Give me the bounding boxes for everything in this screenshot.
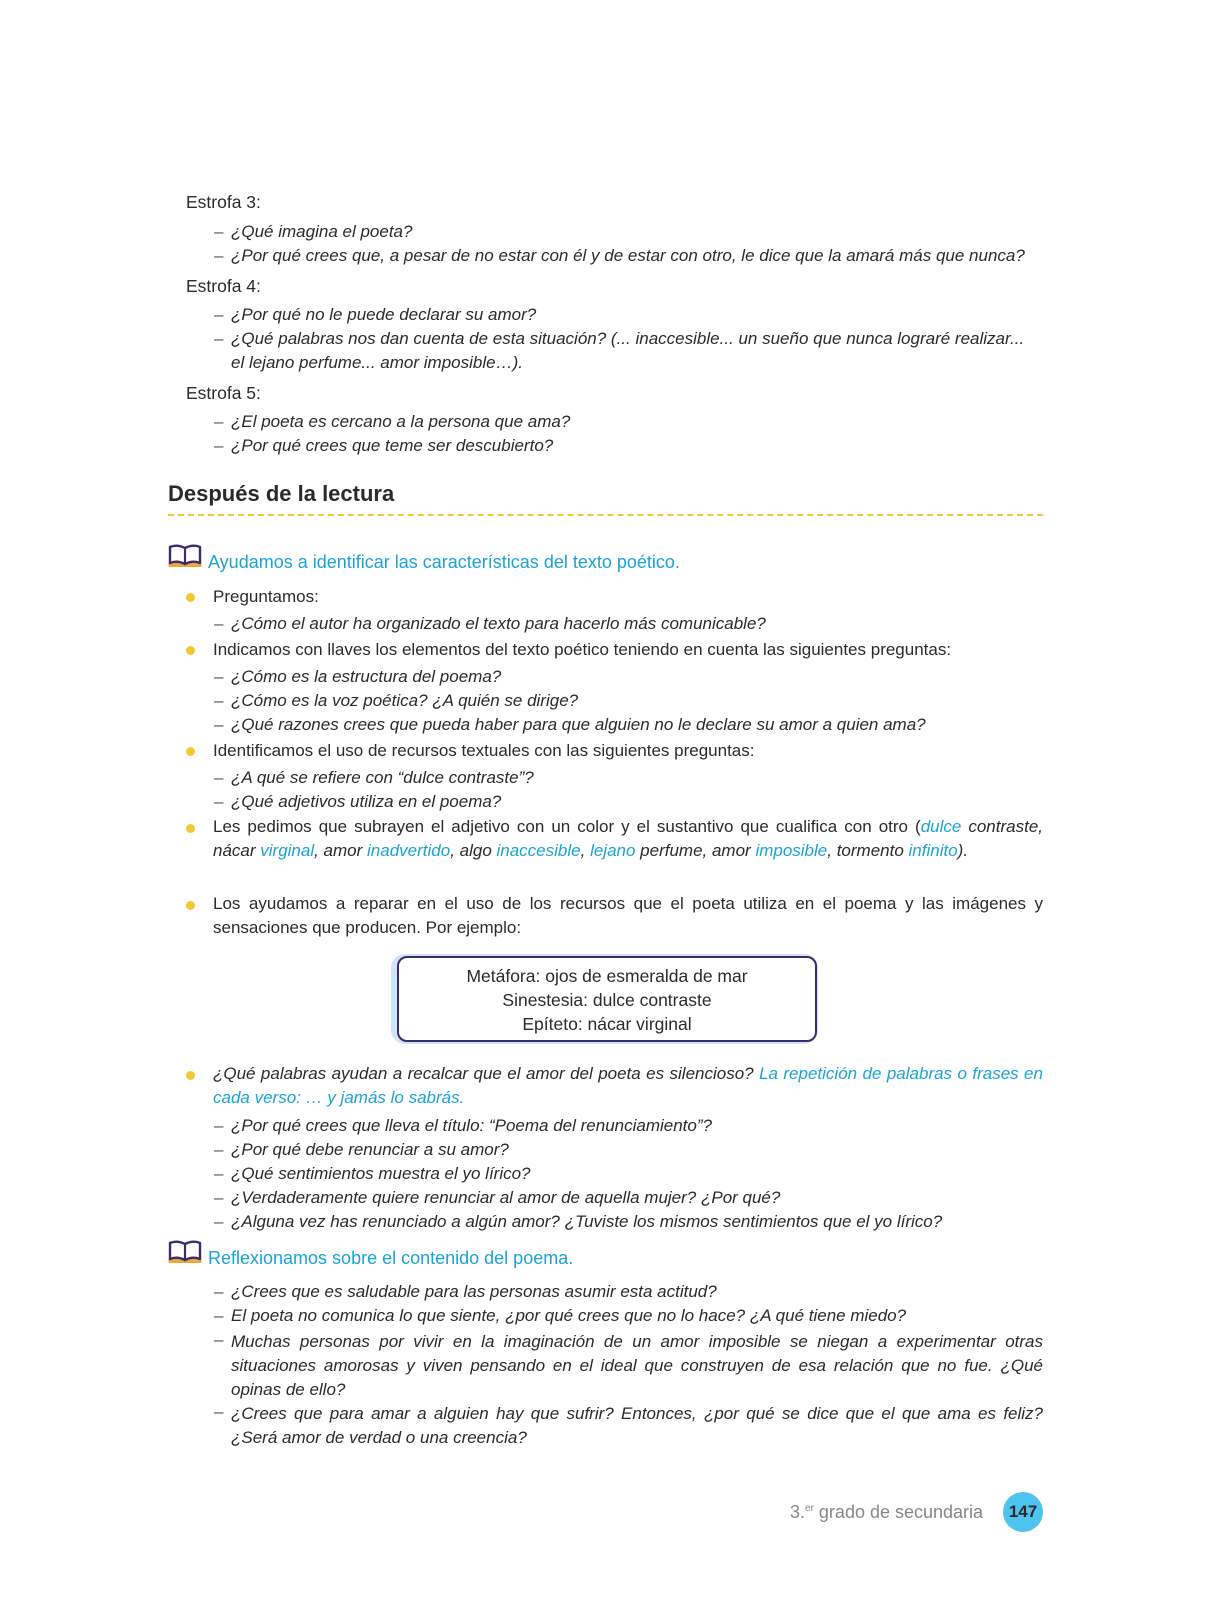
bullet-text: Preguntamos: bbox=[213, 587, 319, 606]
bullet-dot bbox=[186, 1071, 195, 1080]
adjective-highlight: inaccesible bbox=[496, 841, 581, 860]
figure-line: Metáfora: ojos de esmeralda de mar bbox=[466, 966, 748, 986]
page-number: 147 bbox=[1003, 1492, 1043, 1532]
bullet-text-question: ¿Qué palabras ayudan a recalcar que el amor del poeta es silencioso? La repetición de palabras o frases en cada verso: … y jamás lo sabrás. bbox=[213, 1064, 1043, 1107]
answer-highlight: La repetición de palabras o frases en cada verso: … y jamás lo sabrás. bbox=[213, 1064, 1043, 1107]
figure-line: Epíteto: nácar virginal bbox=[522, 1014, 692, 1034]
question-item-long: – ¿Crees que para amar a alguien hay que sufrir? Entonces, ¿por qué se dice que el que ama es feliz? ¿Será amor de verdad o una creencia? bbox=[214, 1402, 1043, 1447]
adjective-highlight: lejano bbox=[590, 841, 636, 860]
section-divider bbox=[168, 514, 1043, 516]
subheading-identify: Ayudamos a identificar las características del texto poético. bbox=[208, 552, 680, 572]
bullet-text: Los ayudamos a reparar en el uso de los recursos que el poeta utiliza en el poema y las imágenes y sensaciones que producen. Por ejemplo: bbox=[213, 894, 1043, 937]
adjective-highlight: infinito bbox=[908, 841, 958, 860]
adjective-highlight: imposible bbox=[755, 841, 828, 860]
figures-box bbox=[397, 956, 817, 1042]
estrofa-4-label: Estrofa 4: bbox=[186, 276, 261, 296]
question-item-long: – Muchas personas por vivir en la imaginación de un amor imposible se niegan a experimentar otras situaciones amorosas y viven pensando en el ideal que construyen de esa relación que no fue. ¿Qué opinas de ello? bbox=[214, 1330, 1043, 1399]
bullet-text-adjectives: Les pedimos que subrayen el adjetivo con un color y el sustantivo que cualifica con otro (dulce contraste, nácar virginal, amor inadvertido, algo inaccesible, lejano perfume, amor imposible, tormento infinito). bbox=[213, 817, 1043, 860]
adjective-highlight: inadvertido bbox=[367, 841, 451, 860]
bullet-text: Indicamos con llaves los elementos del texto poético teniendo en cuenta las siguientes preguntas: bbox=[213, 640, 952, 659]
bullet-dot bbox=[186, 646, 195, 655]
bullet-dot bbox=[186, 824, 195, 833]
question-continuation: el lejano perfume... amor imposible…). bbox=[231, 353, 523, 372]
bullet-dot bbox=[186, 593, 195, 602]
estrofa-5-label: Estrofa 5: bbox=[186, 383, 261, 403]
bullet-dot bbox=[186, 901, 195, 910]
bullet-dot bbox=[186, 747, 195, 756]
subheading-reflect: Reflexionamos sobre el contenido del poema. bbox=[208, 1248, 574, 1268]
figure-line: Sinestesia: dulce contraste bbox=[502, 990, 712, 1010]
adjective-highlight: dulce bbox=[920, 817, 962, 836]
adjective-highlight: virginal bbox=[260, 841, 315, 860]
section-title: Después de la lectura bbox=[168, 481, 395, 506]
grade-footer: 3.$^{er}$ grado de secundaria bbox=[790, 1502, 984, 1522]
bullet-text: Identificamos el uso de recursos textuales con las siguientes preguntas: bbox=[213, 741, 755, 760]
estrofa-3-label: Estrofa 3: bbox=[186, 192, 261, 212]
book-icon bbox=[168, 544, 202, 573]
book-icon bbox=[168, 1240, 202, 1269]
